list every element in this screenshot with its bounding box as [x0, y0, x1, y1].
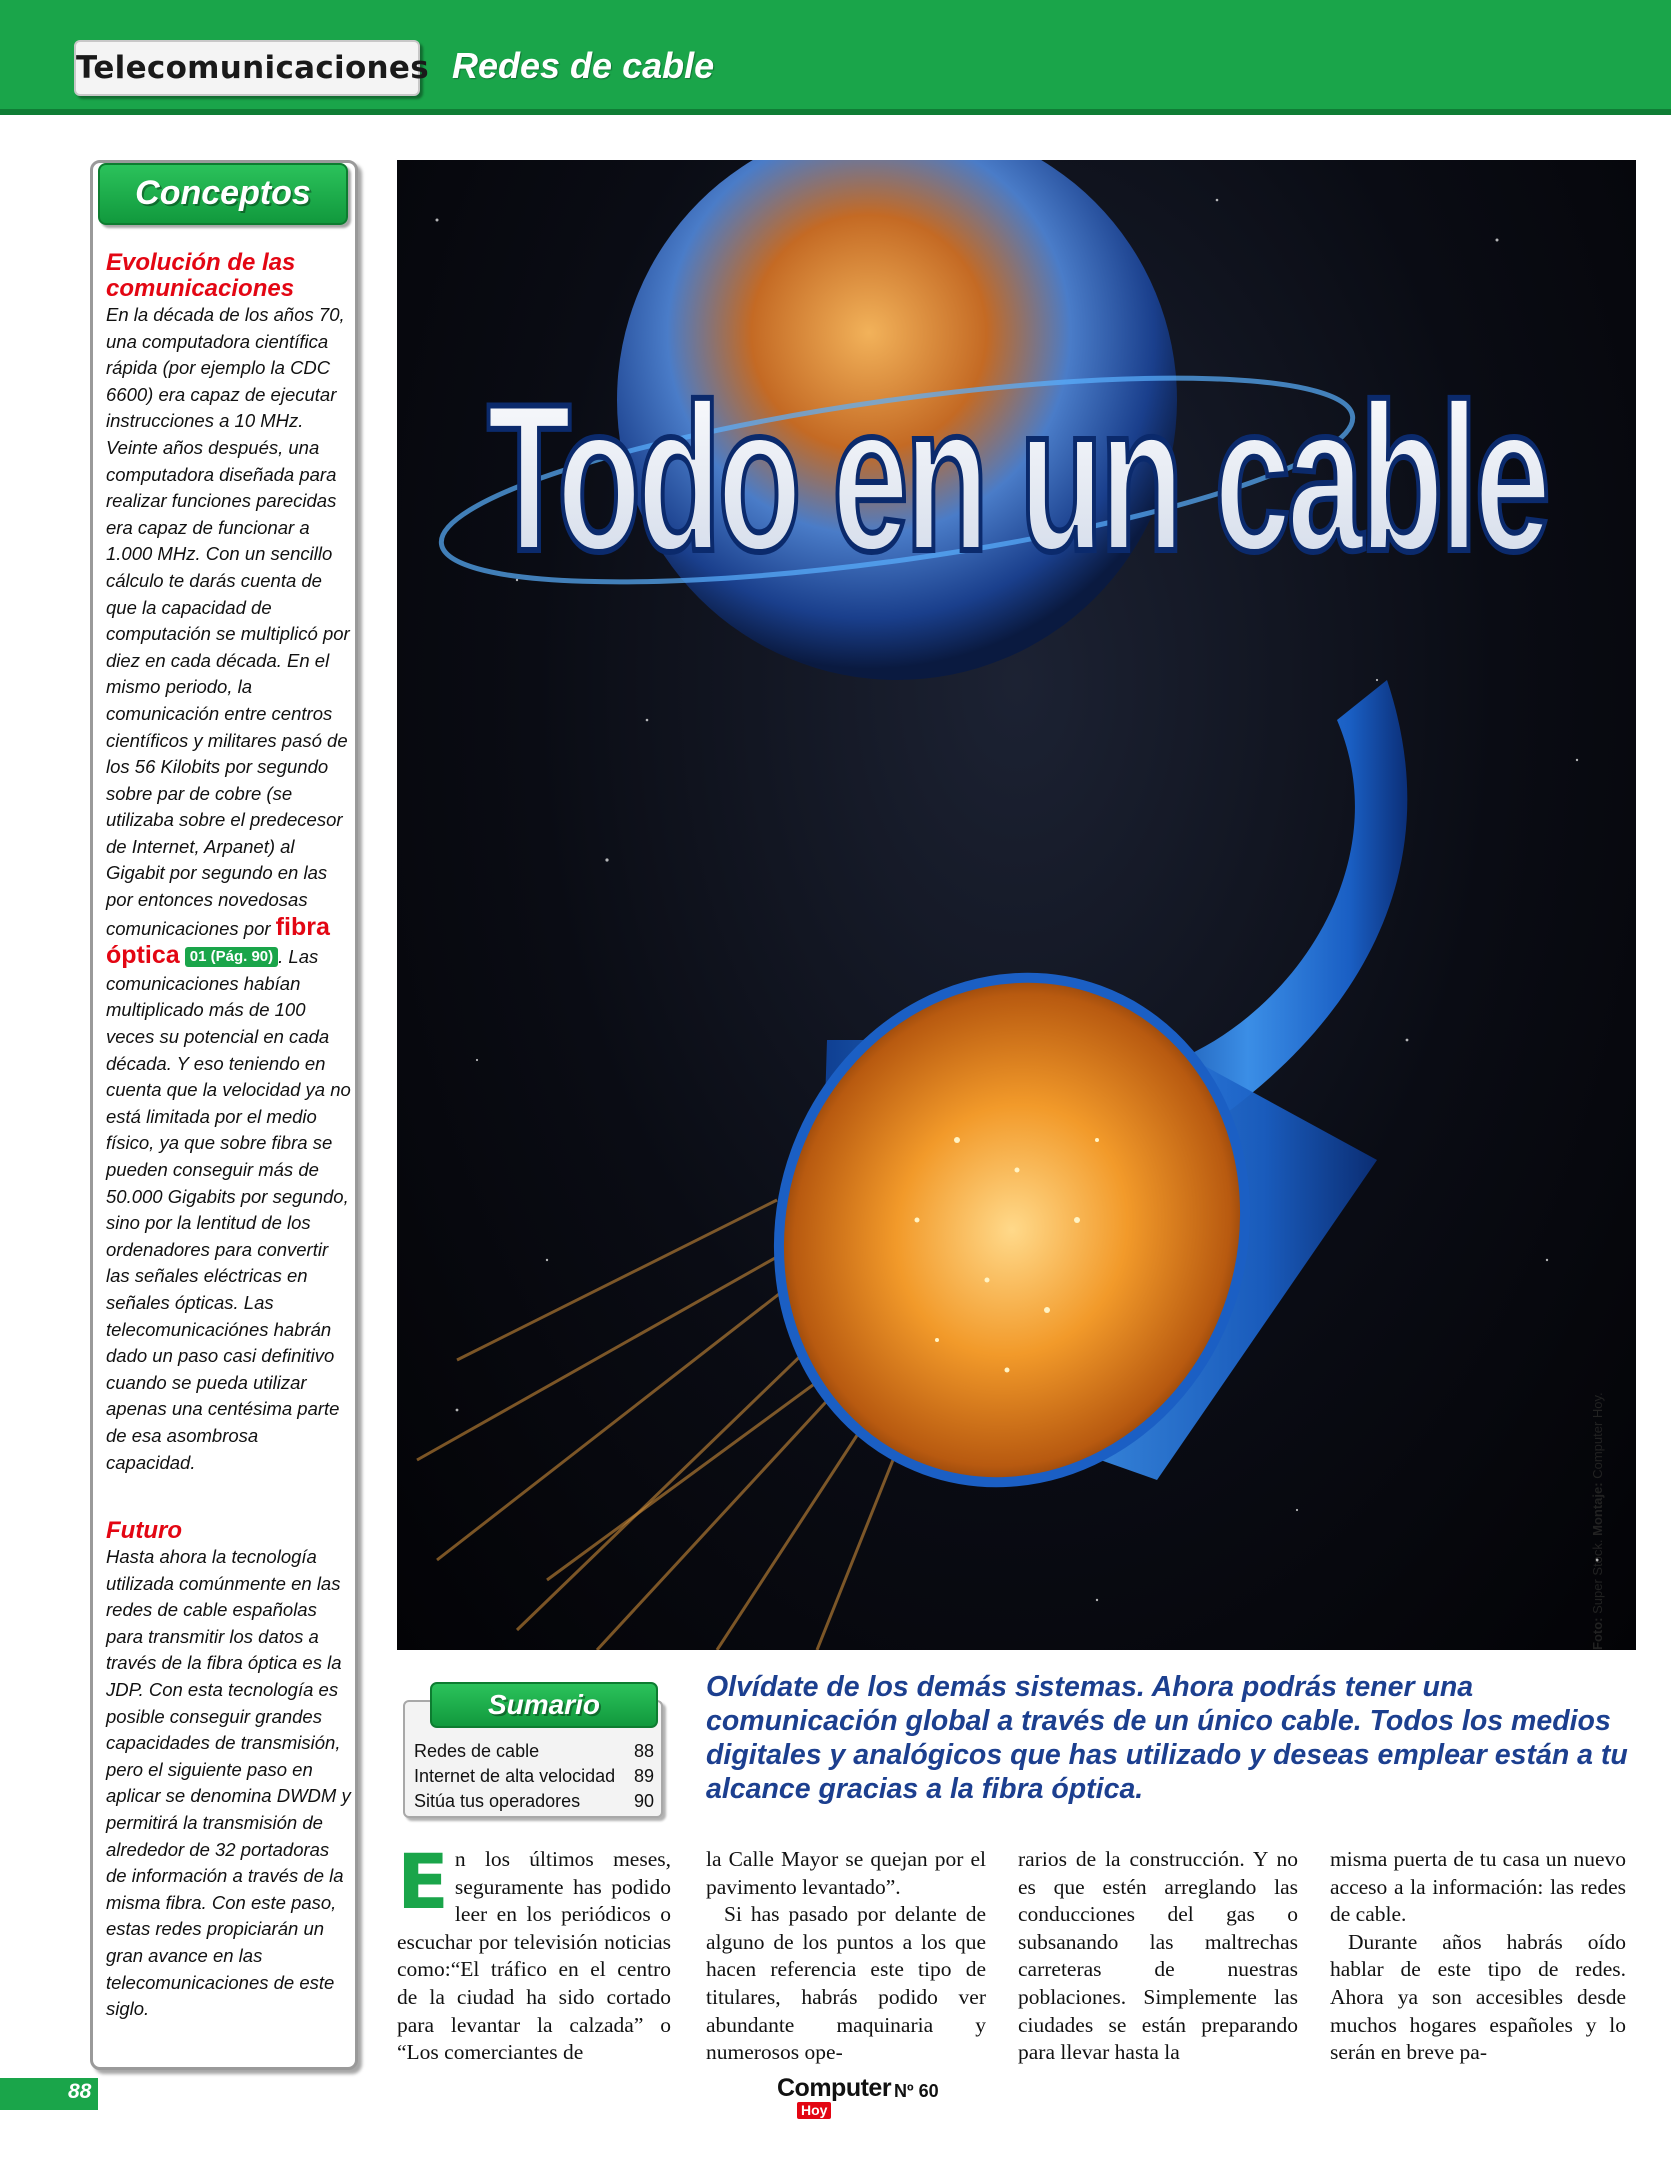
cover-illustration: [397, 160, 1636, 1650]
summary-item[interactable]: Sitúa tus operadores 90: [414, 1791, 654, 1811]
cover-headline: Todo en un cable: [487, 360, 1547, 595]
body-paragraph: Si has pasado por delante de alguno de los puntos a los que hacen referencia este tipo de titulares, habrás podido ver abundante maquinaria y numerosos ope-: [706, 1902, 986, 2065]
body-paragraph: la Calle Mayor se quejan por el pavimento levantado”.: [706, 1847, 986, 1899]
fiber-bundle-core: [709, 912, 1316, 1549]
body-paragraph: Durante años habrás oído hablar de este tipo de redes. Ahora ya son accesibles desde muchos hogares españoles y lo serán en breve pa-: [1330, 1929, 1626, 2065]
summary-item[interactable]: Internet de alta velocidad 89: [414, 1766, 654, 1786]
summary-title: Sumario: [430, 1682, 658, 1728]
fibra-optica-link[interactable]: fibra óptica: [106, 912, 330, 970]
summary-item[interactable]: Redes de cable 88: [414, 1741, 654, 1761]
lead-paragraph: Olvídate de los demás sistemas. Ahora podrás tener una comunicación global a través de un único cable. Todos los medios digitales y analógicos que has utilizado y deseas emplear están a tu alcance gracias a la fibra óptica.: [706, 1671, 1628, 1805]
body-column-2: [706, 1846, 986, 2067]
sidebar-block-future: [106, 1518, 351, 2023]
body-column-4: [1330, 1846, 1626, 2067]
sidebar-text-evolution-b: . Las comunicaciones habían multiplicado más de 100 veces su potencial en cada década. Y eso teniendo en cuenta que la velocidad ya no está limitada por el medio físico, ya que sobre fibra se pueden conseguir más de 50.000 Gigabits por segundo, sino por la lentitud de los ordenadores para convertir las señales eléctricas en señales ópticas. Las telecomunicaciónes habrán dado un paso casi definitivo cuando se pueda utilizar apenas una centésima parte de esa asombrosa capacidad.: [106, 946, 351, 1473]
page-number: 88: [68, 2080, 92, 2103]
page-reference-badge[interactable]: 01 (Pág. 90): [185, 947, 278, 967]
sidebar-text-evolution-a: En la década de los años 70, una computadora científica rápida (por ejemplo la CDC 6600) era capaz de ejecutar instrucciones a 10 MHz. Veinte años después, una computadora diseñada para realizar funciones parecidas era capaz de funcionar a 1.000 MHz. Con un sencillo cálculo te darás cuenta de que la capacidad de computación se multiplicó por diez en cada década. En el mismo periodo, la comunicación entre centros científicos y militares pasó de los 56 Kilobits por segundo sobre par de cobre (se utilizaba sobre el predecesor de Internet, Arpanet) al Gigabit por segundo en las por entonces novedosas comunicaciones por: [106, 304, 350, 939]
subsection-title: Redes de cable: [452, 45, 715, 86]
photo-credit: Foto: Super Stock. Montaje: Computer Hoy.: [1590, 1392, 1605, 1650]
magazine-logo-sub: Hoy: [797, 2102, 831, 2119]
sidebar-block-evolution: [106, 250, 351, 1476]
body-column-3: [1018, 1846, 1298, 2067]
body-column-1: [397, 1837, 671, 2067]
sidebar-heading-evolution: Evolución de las comunicaciones: [106, 249, 296, 302]
body-paragraph: misma puerta de tu casa un nuevo acceso a la información: las redes de cable.: [1330, 1847, 1626, 1927]
magazine-logo: Computer: [777, 2074, 892, 2102]
body-paragraph: rarios de la construcción. Y no es que estén arreglando las conducciones del gas o subsanando las maltrechas carreteras de nuestras poblaciones. Simplemente las ciudades se están preparando para llevar hasta la: [1018, 1847, 1298, 2065]
body-text-col1: n los últimos meses, seguramente has podido leer en los periódicos o escuchar por televisión noticias como:“El tráfico en el centro de la ciudad ha sido cortado para levantar la calzada” o “Los comerciantes de: [397, 1847, 671, 2065]
sidebar-heading-future: Futuro: [106, 1517, 182, 1544]
sidebar-text-future: Hasta ahora la tecnología utilizada comúnmente en las redes de cable españolas para transmitir los datos a través de la fibra óptica es la JDP. Con esta tecnología es posible conseguir grandes capacidades de transmisión, pero el siguiente paso en aplicar se denomina DWDM y permitirá la transmisión de alrededor de 32 portadoras de información a través de la misma fibra. Con este paso, estas redes propiciarán un gran avance en las telecomunicaciones de este siglo.: [106, 1546, 351, 2020]
sidebar-title: Conceptos: [98, 163, 348, 225]
drop-cap: E: [397, 1837, 449, 1926]
cover-image: [397, 160, 1636, 1650]
issue-number: Nº 60: [894, 2081, 939, 2101]
section-tab: Telecomunicaciones: [74, 40, 420, 96]
